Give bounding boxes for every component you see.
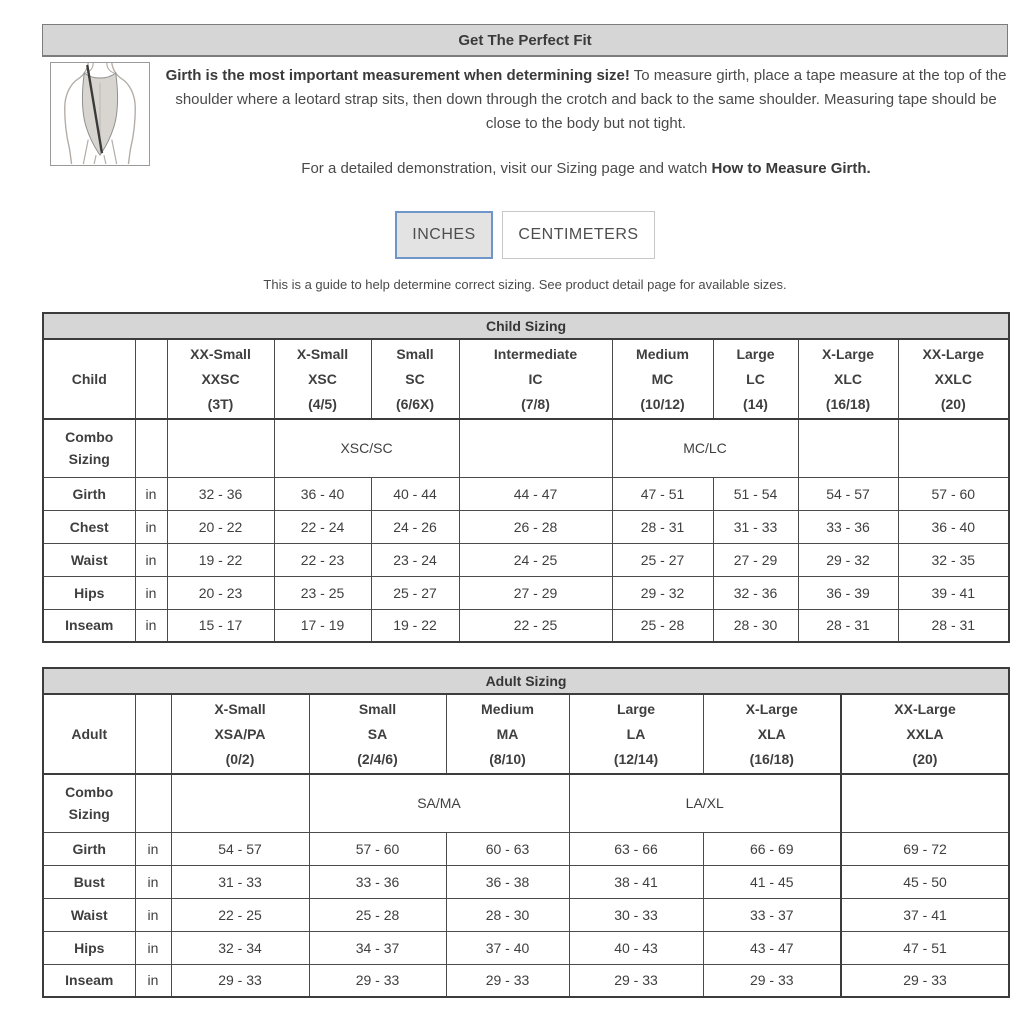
inches-button[interactable]: INCHES — [395, 211, 493, 259]
child-chest-row — [43, 510, 1009, 543]
combo-sizing-label: Combo Sizing — [43, 419, 135, 477]
combo-empty-cell — [459, 419, 612, 477]
size-cell: 47 - 51 — [612, 477, 713, 510]
row-label: Inseam — [43, 609, 135, 642]
unit-cell: in — [135, 543, 167, 576]
size-cell: 36 - 40 — [898, 510, 1009, 543]
unit-cell: in — [135, 964, 171, 997]
adult-col-xx-large: XX-Large XXLA (20) — [841, 694, 1009, 774]
size-cell: 40 - 44 — [371, 477, 459, 510]
size-cell: 27 - 29 — [459, 576, 612, 609]
size-cell: 27 - 29 — [713, 543, 798, 576]
sizing-guide-note: This is a guide to help determine correct sizing. See product detail page for available sizes. — [263, 277, 787, 292]
size-cell: 22 - 24 — [274, 510, 371, 543]
size-cell: 33 - 37 — [703, 898, 841, 931]
size-cell: 45 - 50 — [841, 865, 1009, 898]
combo-sizing-label: Combo Sizing — [43, 774, 135, 832]
size-cell: 31 - 33 — [713, 510, 798, 543]
adult-row-group-label: Adult — [43, 694, 135, 774]
size-cell: 22 - 23 — [274, 543, 371, 576]
unit-header-cell — [135, 339, 167, 419]
girth-instructions — [164, 64, 1008, 136]
size-cell: 32 - 36 — [713, 576, 798, 609]
size-cell: 19 - 22 — [371, 609, 459, 642]
girth-measurement-figure — [50, 62, 150, 166]
size-cell: 40 - 43 — [569, 931, 703, 964]
child-sizing-table — [42, 312, 1010, 643]
child-girth-row — [43, 477, 1009, 510]
centimeters-button[interactable]: CENTIMETERS — [502, 211, 655, 259]
size-cell: 29 - 33 — [703, 964, 841, 997]
size-cell: 28 - 30 — [446, 898, 569, 931]
size-cell: 19 - 22 — [167, 543, 274, 576]
child-hips-row — [43, 576, 1009, 609]
row-label: Chest — [43, 510, 135, 543]
size-cell: 69 - 72 — [841, 832, 1009, 865]
unit-toggle — [42, 211, 1008, 259]
size-cell: 28 - 31 — [898, 609, 1009, 642]
row-label: Girth — [43, 832, 135, 865]
unit-cell: in — [135, 832, 171, 865]
child-inseam-row — [43, 609, 1009, 642]
child-table-header-row — [43, 339, 1009, 419]
unit-cell: in — [135, 510, 167, 543]
size-cell: 30 - 33 — [569, 898, 703, 931]
size-cell: 20 - 23 — [167, 576, 274, 609]
child-row-group-label: Child — [43, 339, 135, 419]
size-cell: 41 - 45 — [703, 865, 841, 898]
size-cell: 36 - 38 — [446, 865, 569, 898]
size-cell: 47 - 51 — [841, 931, 1009, 964]
unit-cell: in — [135, 576, 167, 609]
adult-waist-row — [43, 898, 1009, 931]
adult-combo-row — [43, 774, 1009, 832]
size-cell: 57 - 60 — [309, 832, 446, 865]
leotard-diagram-icon — [51, 63, 149, 165]
combo-empty-cell — [167, 419, 274, 477]
child-waist-row — [43, 543, 1009, 576]
size-cell: 24 - 25 — [459, 543, 612, 576]
size-cell: 54 - 57 — [798, 477, 898, 510]
size-cell: 43 - 47 — [703, 931, 841, 964]
size-cell: 31 - 33 — [171, 865, 309, 898]
adult-sizing-table — [42, 667, 1010, 998]
unit-cell: in — [135, 898, 171, 931]
row-label: Bust — [43, 865, 135, 898]
size-cell: 32 - 36 — [167, 477, 274, 510]
combo-empty-cell — [135, 774, 171, 832]
combo-xsc-sc-cell: XSC/SC — [274, 419, 459, 477]
girth-instructions-lead: Girth is the most important measurement when determining size! — [165, 67, 630, 84]
adult-col-large: Large LA (12/14) — [569, 694, 703, 774]
row-label: Girth — [43, 477, 135, 510]
child-col-xx-small: XX-Small XXSC (3T) — [167, 339, 274, 419]
row-label: Inseam — [43, 964, 135, 997]
adult-col-small: Small SA (2/4/6) — [309, 694, 446, 774]
intro-text-block — [150, 62, 1008, 177]
size-cell: 23 - 25 — [274, 576, 371, 609]
size-cell: 57 - 60 — [898, 477, 1009, 510]
size-cell: 23 - 24 — [371, 543, 459, 576]
unit-cell: in — [135, 609, 167, 642]
child-col-large: Large LC (14) — [713, 339, 798, 419]
unit-header-cell — [135, 694, 171, 774]
size-cell: 29 - 32 — [798, 543, 898, 576]
row-label: Waist — [43, 543, 135, 576]
size-cell: 24 - 26 — [371, 510, 459, 543]
size-cell: 44 - 47 — [459, 477, 612, 510]
combo-la-xl-cell: LA/XL — [569, 774, 841, 832]
size-cell: 17 - 19 — [274, 609, 371, 642]
size-cell: 29 - 33 — [841, 964, 1009, 997]
size-cell: 33 - 36 — [309, 865, 446, 898]
adult-col-x-large: X-Large XLA (16/18) — [703, 694, 841, 774]
child-table-title: Child Sizing — [43, 313, 1009, 339]
child-table-title-row — [43, 313, 1009, 339]
combo-sa-ma-cell: SA/MA — [309, 774, 569, 832]
adult-inseam-row — [43, 964, 1009, 997]
combo-empty-cell — [135, 419, 167, 477]
child-col-x-large: X-Large XLC (16/18) — [798, 339, 898, 419]
size-cell: 29 - 33 — [309, 964, 446, 997]
row-label: Hips — [43, 931, 135, 964]
unit-cell: in — [135, 865, 171, 898]
size-cell: 29 - 33 — [171, 964, 309, 997]
size-cell: 25 - 28 — [309, 898, 446, 931]
size-cell: 20 - 22 — [167, 510, 274, 543]
size-cell: 25 - 28 — [612, 609, 713, 642]
combo-empty-cell — [171, 774, 309, 832]
size-cell: 28 - 31 — [612, 510, 713, 543]
size-cell: 34 - 37 — [309, 931, 446, 964]
adult-table-title-row — [43, 668, 1009, 694]
size-cell: 39 - 41 — [898, 576, 1009, 609]
child-col-x-small: X-Small XSC (4/5) — [274, 339, 371, 419]
child-col-xx-large: XX-Large XXLC (20) — [898, 339, 1009, 419]
row-label: Hips — [43, 576, 135, 609]
size-cell: 22 - 25 — [459, 609, 612, 642]
size-cell: 25 - 27 — [371, 576, 459, 609]
page-title: Get The Perfect Fit — [458, 31, 592, 49]
size-cell: 15 - 17 — [167, 609, 274, 642]
child-combo-row — [43, 419, 1009, 477]
size-cell: 25 - 27 — [612, 543, 713, 576]
demo-line — [164, 160, 1008, 177]
adult-girth-row — [43, 832, 1009, 865]
size-cell: 36 - 40 — [274, 477, 371, 510]
demo-line-text: For a detailed demonstration, visit our Sizing page and watch — [301, 160, 712, 177]
child-col-intermediate: Intermediate IC (7/8) — [459, 339, 612, 419]
adult-col-medium: Medium MA (8/10) — [446, 694, 569, 774]
unit-cell: in — [135, 477, 167, 510]
size-cell: 22 - 25 — [171, 898, 309, 931]
size-cell: 36 - 39 — [798, 576, 898, 609]
size-cell: 29 - 32 — [612, 576, 713, 609]
adult-table-header-row — [43, 694, 1009, 774]
adult-hips-row — [43, 931, 1009, 964]
combo-mc-lc-cell: MC/LC — [612, 419, 798, 477]
size-cell: 32 - 34 — [171, 931, 309, 964]
size-cell: 32 - 35 — [898, 543, 1009, 576]
size-cell: 37 - 40 — [446, 931, 569, 964]
size-cell: 33 - 36 — [798, 510, 898, 543]
size-cell: 29 - 33 — [446, 964, 569, 997]
girth-instructions-rest: To measure girth, place a tape measure at the top of the shoulder where a leotard strap sits, then down through the crotch and back to the same shoulder. Measuring tape should be close to the body but not tight. — [175, 67, 1007, 132]
size-cell: 66 - 69 — [703, 832, 841, 865]
combo-empty-cell — [798, 419, 898, 477]
size-cell: 28 - 31 — [798, 609, 898, 642]
combo-empty-cell — [841, 774, 1009, 832]
child-col-medium: Medium MC (10/12) — [612, 339, 713, 419]
intro-section — [42, 62, 1008, 177]
size-cell: 28 - 30 — [713, 609, 798, 642]
size-cell: 38 - 41 — [569, 865, 703, 898]
size-cell: 60 - 63 — [446, 832, 569, 865]
unit-cell: in — [135, 931, 171, 964]
page-title-bar — [42, 24, 1008, 57]
adult-table-title: Adult Sizing — [43, 668, 1009, 694]
adult-bust-row — [43, 865, 1009, 898]
row-label: Waist — [43, 898, 135, 931]
demo-line-bold: How to Measure Girth. — [711, 160, 871, 177]
size-cell: 29 - 33 — [569, 964, 703, 997]
child-col-small: Small SC (6/6X) — [371, 339, 459, 419]
size-cell: 37 - 41 — [841, 898, 1009, 931]
size-cell: 26 - 28 — [459, 510, 612, 543]
size-cell: 63 - 66 — [569, 832, 703, 865]
size-cell: 54 - 57 — [171, 832, 309, 865]
size-cell: 51 - 54 — [713, 477, 798, 510]
adult-col-x-small: X-Small XSA/PA (0/2) — [171, 694, 309, 774]
combo-empty-cell — [898, 419, 1009, 477]
size-chart-page — [42, 24, 1008, 998]
